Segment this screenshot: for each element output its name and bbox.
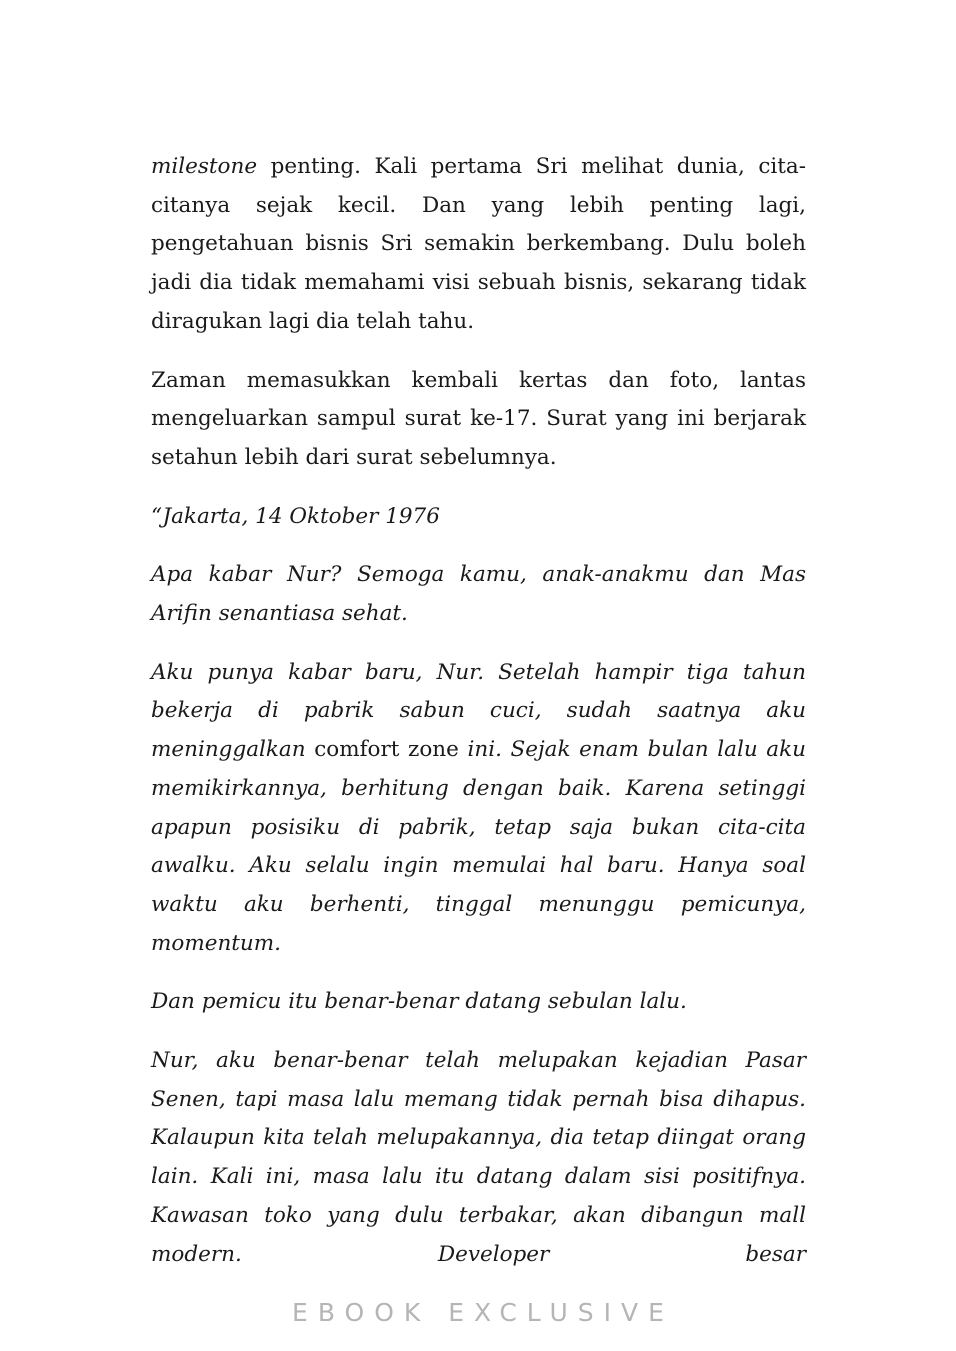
letter-dateline: “Jakarta, 14 Oktober 1976 [151,503,440,529]
letter-paragraph-1 [151,654,806,964]
comfort-zone-term: comfort zone [314,737,459,763]
letter-greeting: Apa kabar Nur? Semoga kamu, anak-anakmu dan Mas Arifin senantiasa sehat. [151,562,806,627]
milestone-term: milestone [151,154,258,179]
letter-paragraph-1-text-a: Aku punya kabar baru, Nur. Setelah hampir tiga tahun bekerja di pabrik sabun cuci, sudah saatnya aku meninggalkan [151,659,806,763]
paragraph-1-text: penting. Kali pertama Sri melihat dunia, cita-citanya sejak kecil. Dan yang lebih penting lagi, pengetahuan bisnis Sri semakin berkembang. Dulu boleh jadi dia tidak memahami visi sebuah bisnis, sekarang tidak diragukan lagi dia telah tahu. [151,154,806,334]
ebook-exclusive-footer: EBOOK EXCLUSIVE [292,1298,674,1327]
letter-paragraph-1-text-c: ini. Sejak enam bulan lalu aku memikirkannya, berhitung dengan baik. Karena setinggi apapun posisiku di pabrik, tetap saja bukan cita-cita awalku. Aku selalu ingin memulai hal baru. Hanya soal waktu aku berhenti, tinggal menunggu pemicunya, momentum. [151,737,806,956]
letter-paragraph-3: Nur, aku benar-benar telah melupakan kejadian Pasar Senen, tapi masa lalu memang tidak pernah bisa dihapus. Kalaupun kita telah melupakannya, dia tetap diingat orang lain. Kali ini, masa lalu itu datang dalam sisi positifnya. Kawasan toko yang dulu terbakar, akan dibangun mall modern. Developer besar [151,1048,806,1267]
letter-paragraph-2: Dan pemicu itu benar-benar datang sebulan lalu. [151,989,687,1015]
paragraph-2: Zaman memasukkan kembali kertas dan foto, lantas mengeluarkan sampul surat ke-17. Surat yang ini berjarak setahun lebih dari surat sebelumnya. [151,367,806,470]
page-body [151,148,806,1294]
paragraph-1 [151,148,806,342]
